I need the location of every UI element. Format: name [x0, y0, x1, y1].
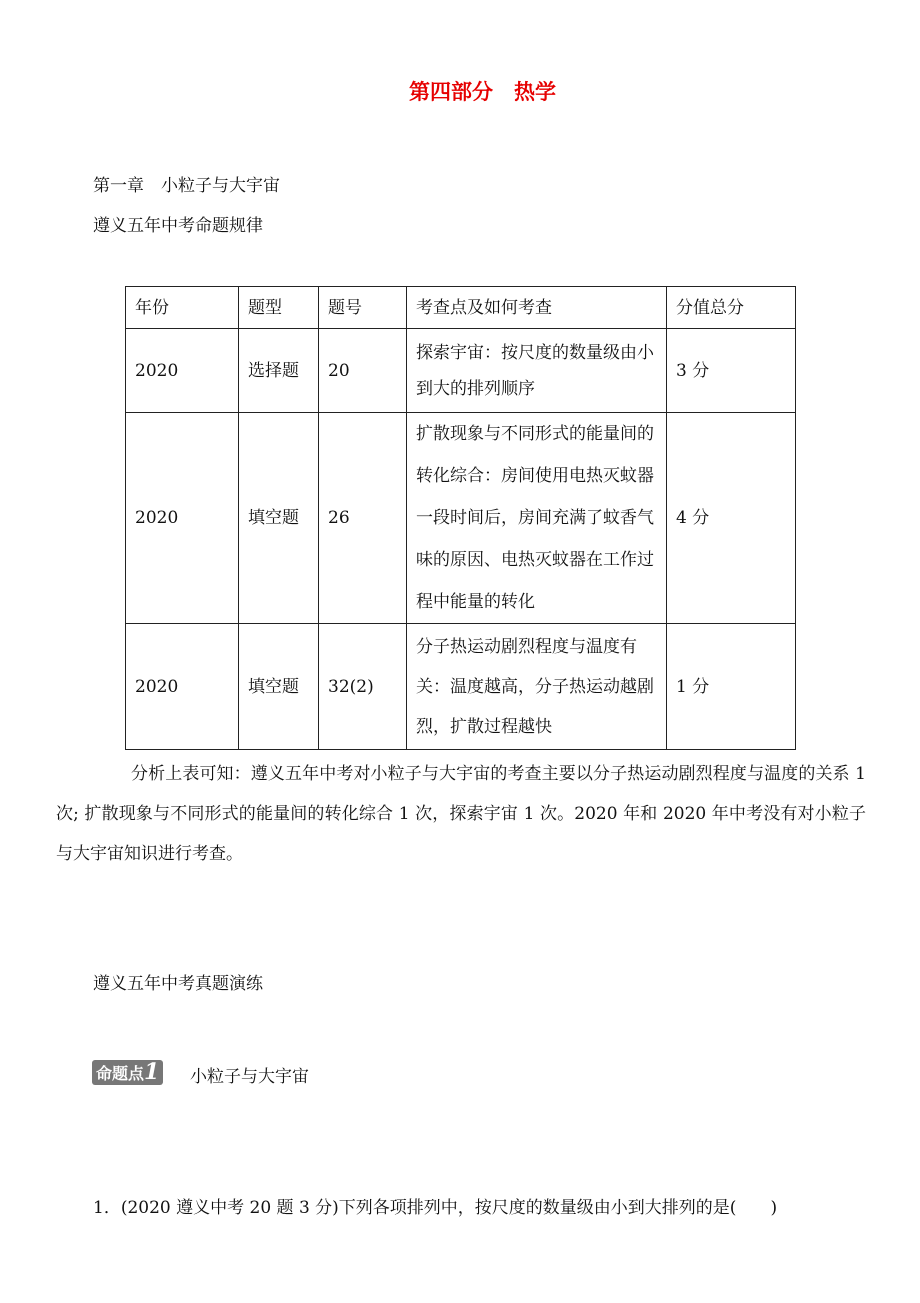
cell: 填空题: [239, 413, 319, 624]
section-heading: 遵义五年中考命题规律: [93, 216, 263, 236]
badge-label: 命题点: [96, 1064, 145, 1083]
header-cell: 题型: [239, 287, 319, 329]
cell: 26: [319, 413, 407, 624]
cell: 探索宇宙：按尺度的数量级由小到大的排列顺序: [407, 329, 667, 413]
cell: 2020: [126, 624, 239, 750]
cell: 扩散现象与不同形式的能量间的转化综合：房间使用电热灭蚊器一段时间后，房间充满了蚊香气味的原因、电热灭蚊器在工作过程中能量的转化: [407, 413, 667, 624]
header-cell: 考查点及如何考查: [407, 287, 667, 329]
badge-topic: 小粒子与大宇宙: [190, 1067, 309, 1087]
cell: 2020: [126, 329, 239, 413]
chapter-heading: 第一章 小粒子与大宇宙: [93, 176, 280, 196]
section-heading: 遵义五年中考真题演练: [93, 974, 263, 994]
analysis-paragraph: 分析上表可知：遵义五年中考对小粒子与大宇宙的考查主要以分子热运动剧烈程度与温度的关系 1 次; 扩散现象与不同形式的能量间的转化综合 1 次，探索宇宙 1 次。2020 年和 2020 年中考没有对小粒子与大宇宙知识进行考查。: [56, 764, 866, 864]
cell: 2020: [126, 413, 239, 624]
cell: 32(2): [319, 624, 407, 750]
cell: 3 分: [667, 329, 796, 413]
header-cell: 分值总分: [667, 287, 796, 329]
cell: 填空题: [239, 624, 319, 750]
cell: 选择题: [239, 329, 319, 413]
part-title: 第四部分 热学: [409, 79, 556, 104]
cell: 1 分: [667, 624, 796, 750]
cell: 分子热运动剧烈程度与温度有关：温度越高，分子热运动越剧烈，扩散过程越快: [407, 624, 667, 750]
exam-table: [125, 286, 796, 750]
table-row: [126, 413, 796, 624]
cell: 4 分: [667, 413, 796, 624]
table-row: [126, 329, 796, 413]
question-1: 1．(2020 遵义中考 20 题 3 分)下列各项排列中，按尺度的数量级由小到大排列的是( ): [93, 1198, 778, 1218]
topic-badge: [92, 1060, 163, 1085]
header-cell: 题号: [319, 287, 407, 329]
badge-number: 1: [144, 1059, 160, 1085]
cell: 20: [319, 329, 407, 413]
table-header-row: [126, 287, 796, 329]
header-cell: 年份: [126, 287, 239, 329]
table-row: [126, 624, 796, 750]
